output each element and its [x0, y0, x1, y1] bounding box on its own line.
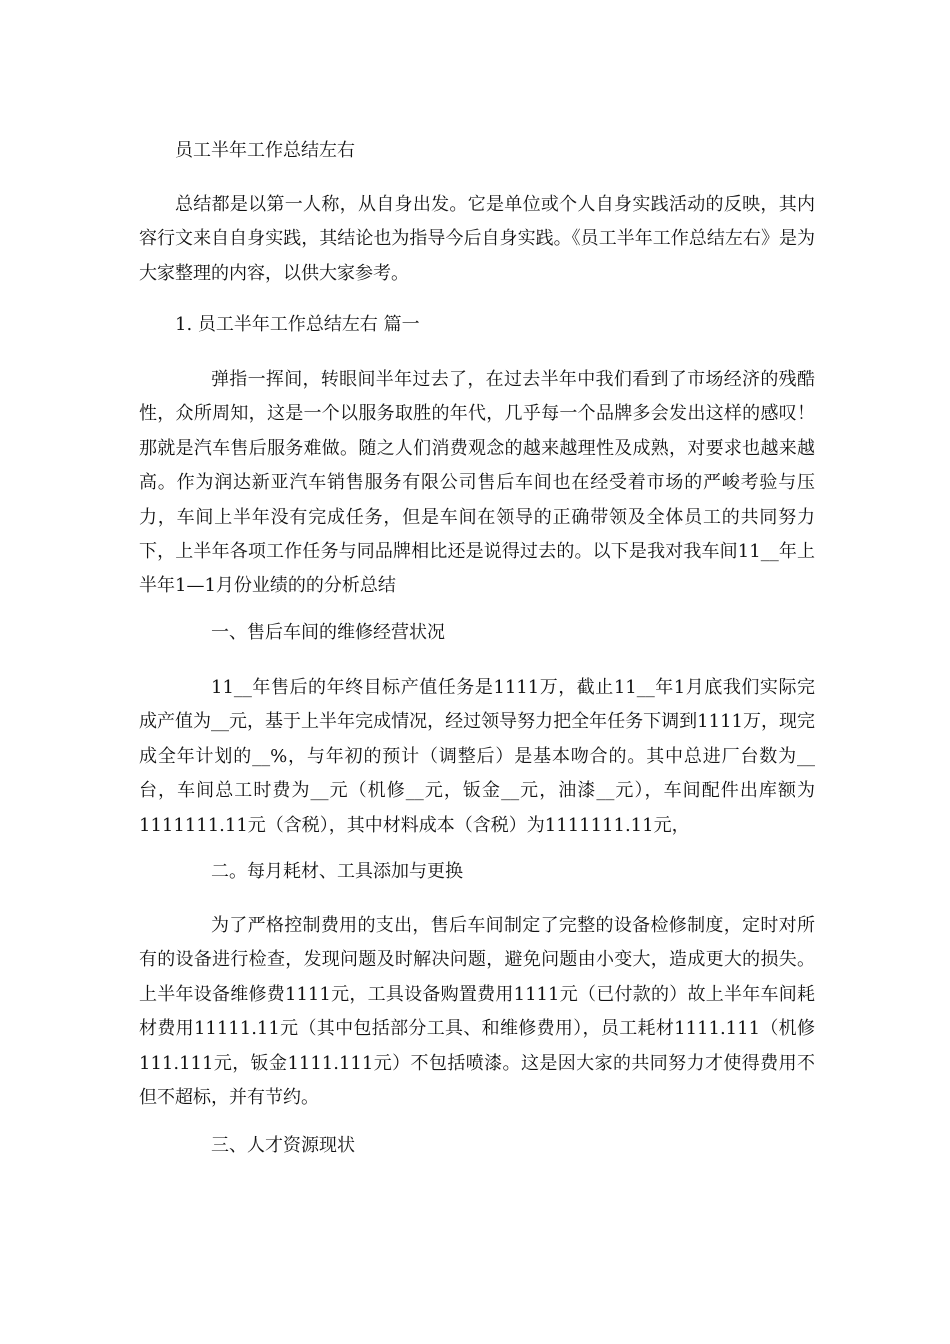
- heading-repair-operations: 一、售后车间的维修经营状况: [211, 622, 445, 643]
- consumables-tools-paragraph: 为了严格控制费用的支出，售后车间制定了完整的设备检修制度，定时对所有的设备进行检查，发现问题及时解决问题，避免问题由小变大，造成更大的损失。上半年设备维修费1111元，工具设备购置费用1111元（已付款的）故上半年车间耗材费用11111.11元（其中包括部分工具、和维修费用），员工耗材1111.111（机修111.111元，钣金1111.111元）不包括喷漆。这是因大家的共同努力才使得费用不但不超标，并有节约。: [139, 915, 815, 1109]
- heading-human-resources: 三、人才资源现状: [211, 1135, 355, 1156]
- document-title: 员工半年工作总结左右: [175, 140, 355, 161]
- heading-consumables-tools: 二。每月耗材、工具添加与更换: [211, 861, 463, 882]
- section-title: 1. 员工半年工作总结左右 篇一: [175, 314, 420, 335]
- intro-paragraph: 总结都是以第一人称，从自身出发。它是单位或个人自身实践活动的反映，其内容行文来自自身实践，其结论也为指导今后自身实践。《员工半年工作总结左右》是为大家整理的内容，以供大家参考。: [139, 194, 815, 284]
- opening-paragraph: 弹指一挥间，转眼间半年过去了，在过去半年中我们看到了市场经济的残酷性，众所周知，这是一个以服务取胜的年代，几乎每一个品牌多会发出这样的感叹！那就是汽车售后服务难做。随之人们消费观念的越来越理性及成熟，对要求也越来越高。作为润达新亚汽车销售服务有限公司售后车间也在经受着市场的严峻考验与压力，车间上半年没有完成任务，但是车间在领导的正确带领及全体员工的共同努力下，上半年各项工作任务与同品牌相比还是说得过去的。以下是我对我车间11__年上半年1—1月份业绩的的分析总结: [139, 369, 815, 597]
- repair-operations-paragraph: 11__年售后的年终目标产值任务是1111万，截止11__年1月底我们实际完成产值为__元，基于上半年完成情况，经过领导努力把全年任务下调到1111万，现完成全年计划的__%，与年初的预计（调整后）是基本吻合的。其中总进厂台数为__台，车间总工时费为__元（机修__元，钣金__元，油漆__元），车间配件出库额为1111111.11元（含税），其中材料成本（含税）为1111111.11元，: [139, 677, 815, 836]
